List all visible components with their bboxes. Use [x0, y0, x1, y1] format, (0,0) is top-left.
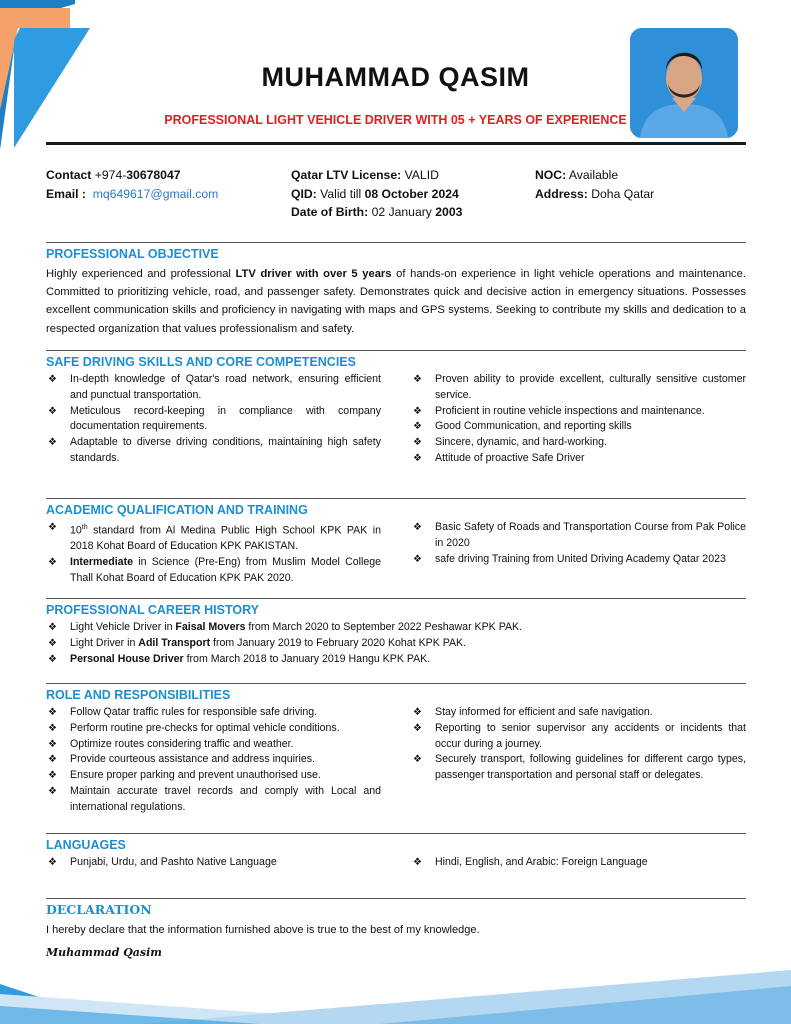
list-item: ❖ Ensure proper parking and prevent unauthorised use. — [46, 768, 381, 784]
declaration-text: I hereby declare that the information furnished above is true to the best of my knowledge. — [46, 924, 480, 936]
diamond-bullet-icon: ❖ — [413, 722, 422, 734]
list-item: ❖ Proficient in routine vehicle inspections and maintenance. — [411, 404, 746, 420]
diamond-bullet-icon: ❖ — [413, 553, 422, 565]
section-divider — [46, 833, 746, 834]
diamond-bullet-icon: ❖ — [48, 437, 57, 449]
career-section — [46, 602, 746, 667]
header-divider — [46, 142, 746, 145]
career-list — [46, 620, 746, 667]
section-divider — [46, 683, 746, 684]
list-item: ❖ Light Vehicle Driver in Faisal Movers from March 2020 to September 2022 Peshawar KPK PAK. — [46, 620, 746, 636]
diamond-bullet-icon: ❖ — [413, 421, 422, 433]
address-row: Address: Doha Qatar — [535, 186, 655, 201]
academic-left-list — [46, 520, 381, 587]
section-title: ROLE AND RESPONSIBILITIES — [46, 688, 231, 702]
diamond-bullet-icon: ❖ — [48, 522, 57, 533]
qid-row: QID: Valid till 08 October 2024 — [291, 186, 459, 201]
diamond-bullet-icon: ❖ — [413, 857, 422, 868]
diamond-bullet-icon: ❖ — [413, 437, 422, 449]
noc-row: NOC: Available — [535, 168, 619, 182]
diamond-bullet-icon: ❖ — [48, 374, 57, 385]
section-title: PROFESSIONAL CAREER HISTORY — [46, 603, 259, 617]
declaration-section — [46, 902, 746, 959]
list-item: ❖ Intermediate in Science (Pre-Eng) from Muslim Model College Thall Kohat Board of Education KPK PAK 2020. — [48, 556, 381, 584]
diamond-bullet-icon: ❖ — [48, 622, 57, 633]
section-title: ACADEMIC QUALIFICATION AND TRAINING — [46, 503, 308, 517]
diamond-bullet-icon: ❖ — [48, 722, 57, 734]
section-divider — [46, 598, 746, 599]
languages-right-list — [411, 855, 746, 871]
diamond-bullet-icon: ❖ — [48, 707, 57, 718]
objective-section — [46, 246, 746, 338]
roles-section — [46, 687, 746, 816]
contact-column-2 — [291, 166, 462, 222]
bottom-wave-decoration — [0, 964, 791, 1024]
diamond-bullet-icon: ❖ — [48, 637, 57, 649]
diamond-bullet-icon: ❖ — [413, 754, 422, 766]
list-item: ❖ Basic Safety of Roads and Transportation Course from Pak Police in 2020 — [413, 521, 746, 549]
candidate-subtitle: PROFESSIONAL LIGHT VEHICLE DRIVER WITH 05 + YEARS OF EXPERIENCE — [164, 113, 627, 127]
section-title: PROFESSIONAL OBJECTIVE — [46, 247, 219, 261]
list-item: ❖ Personal House Driver from March 2018 to January 2019 Hangu KPK PAK. — [46, 652, 746, 668]
list-item: ❖ Maintain accurate travel records and comply with Local and international regulations. — [48, 784, 381, 813]
skills-section — [46, 354, 746, 467]
list-item: ❖ Punjabi, Urdu, and Pashto Native Language — [46, 855, 381, 871]
list-item: ❖ Light Driver in Adil Transport from January 2019 to February 2020 Kohat KPK PAK. — [46, 636, 746, 652]
list-item: ❖ Hindi, English, and Arabic: Foreign Language — [411, 855, 746, 871]
license-row: Qatar LTV License: VALID — [291, 168, 439, 182]
list-item: ❖ safe driving Training from United Driving Academy Qatar 2023 — [411, 552, 746, 568]
section-title: DECLARATION — [46, 902, 152, 917]
diamond-bullet-icon: ❖ — [413, 522, 422, 533]
academic-section — [46, 502, 746, 587]
list-item: ❖ Securely transport, following guidelines for different cargo types, passenger transportation and personal staff or delegates. — [413, 753, 746, 782]
email-row: Email : mq649617@gmail.com — [46, 186, 219, 201]
list-item: ❖ Good Communication, and reporting skills — [411, 419, 746, 435]
diamond-bullet-icon: ❖ — [48, 785, 57, 797]
list-item: ❖ Provide courteous assistance and address inquiries. — [46, 752, 381, 768]
contact-column-1 — [46, 166, 218, 203]
contact-row: Contact +974-30678047 — [46, 168, 181, 182]
diamond-bullet-icon: ❖ — [48, 754, 57, 766]
list-item: ❖ Adaptable to diverse driving conditions, maintaining high safety standards. — [48, 436, 381, 464]
diamond-bullet-icon: ❖ — [48, 557, 57, 569]
list-item: ❖ Follow Qatar traffic rules for responsible safe driving. — [46, 705, 381, 721]
list-item: ❖ Optimize routes considering traffic and weather. — [46, 737, 381, 753]
list-item: ❖ Reporting to senior supervisor any accidents or incidents that occur during a journey. — [413, 721, 746, 750]
diamond-bullet-icon: ❖ — [413, 374, 422, 385]
skills-left-list — [46, 372, 381, 467]
diamond-bullet-icon: ❖ — [48, 405, 57, 417]
section-title: SAFE DRIVING SKILLS AND CORE COMPETENCIES — [46, 355, 356, 369]
section-divider — [46, 242, 746, 243]
list-item: ❖ In-depth knowledge of Qatar's road network, ensuring efficient and punctual transportation. — [48, 373, 381, 401]
diamond-bullet-icon: ❖ — [48, 653, 57, 665]
roles-left-list — [46, 705, 381, 816]
list-item: ❖ Stay informed for efficient and safe navigation. — [411, 705, 746, 721]
skills-right-list — [411, 372, 746, 467]
list-item: ❖ 10th standard from Al Medina Public High School KPK PAK in 2018 Kohat Board of Education KPK PAKISTAN. — [48, 522, 381, 553]
diamond-bullet-icon: ❖ — [48, 770, 57, 782]
section-divider — [46, 498, 746, 499]
dob-row: Date of Birth: 02 January 2003 — [291, 205, 463, 219]
email-link[interactable]: mq649617@gmail.com — [92, 186, 219, 201]
academic-right-list — [411, 520, 746, 587]
section-divider — [46, 898, 746, 899]
list-item: ❖ Proven ability to provide excellent, culturally sensitive customer service. — [413, 373, 746, 401]
contact-column-3 — [535, 166, 654, 203]
section-title: LANGUAGES — [46, 838, 126, 852]
diamond-bullet-icon: ❖ — [413, 405, 422, 417]
section-divider — [46, 350, 746, 351]
list-item: ❖ Attitude of proactive Safe Driver — [411, 451, 746, 467]
languages-section — [46, 837, 746, 871]
diamond-bullet-icon: ❖ — [413, 452, 422, 464]
candidate-name: MUHAMMAD QASIM — [261, 62, 530, 92]
objective-text: Highly experienced and professional LTV driver with over 5 years of hands-on experience in light vehicle operations and maintenance. Committed to prioritizing vehicle, road, and passenger safety. Demonstrates quick and decisive action in emergency situations. Possesses excellent communication skills and proficiency in navigating with maps and GPS systems. Seeking to contribute my skills and dedication to a respected organization that values professionalism and safety. — [46, 268, 746, 335]
roles-right-list — [411, 705, 746, 816]
list-item: ❖ Perform routine pre-checks for optimal vehicle conditions. — [46, 721, 381, 737]
list-item: ❖ Meticulous record-keeping in compliance with company documentation requirements. — [48, 404, 381, 433]
signature: Muhammad Qasim — [46, 946, 162, 959]
diamond-bullet-icon: ❖ — [413, 707, 422, 718]
diamond-bullet-icon: ❖ — [48, 857, 57, 868]
languages-left-list — [46, 855, 381, 871]
diamond-bullet-icon: ❖ — [48, 738, 57, 750]
list-item: ❖ Sincere, dynamic, and hard-working. — [411, 435, 746, 451]
